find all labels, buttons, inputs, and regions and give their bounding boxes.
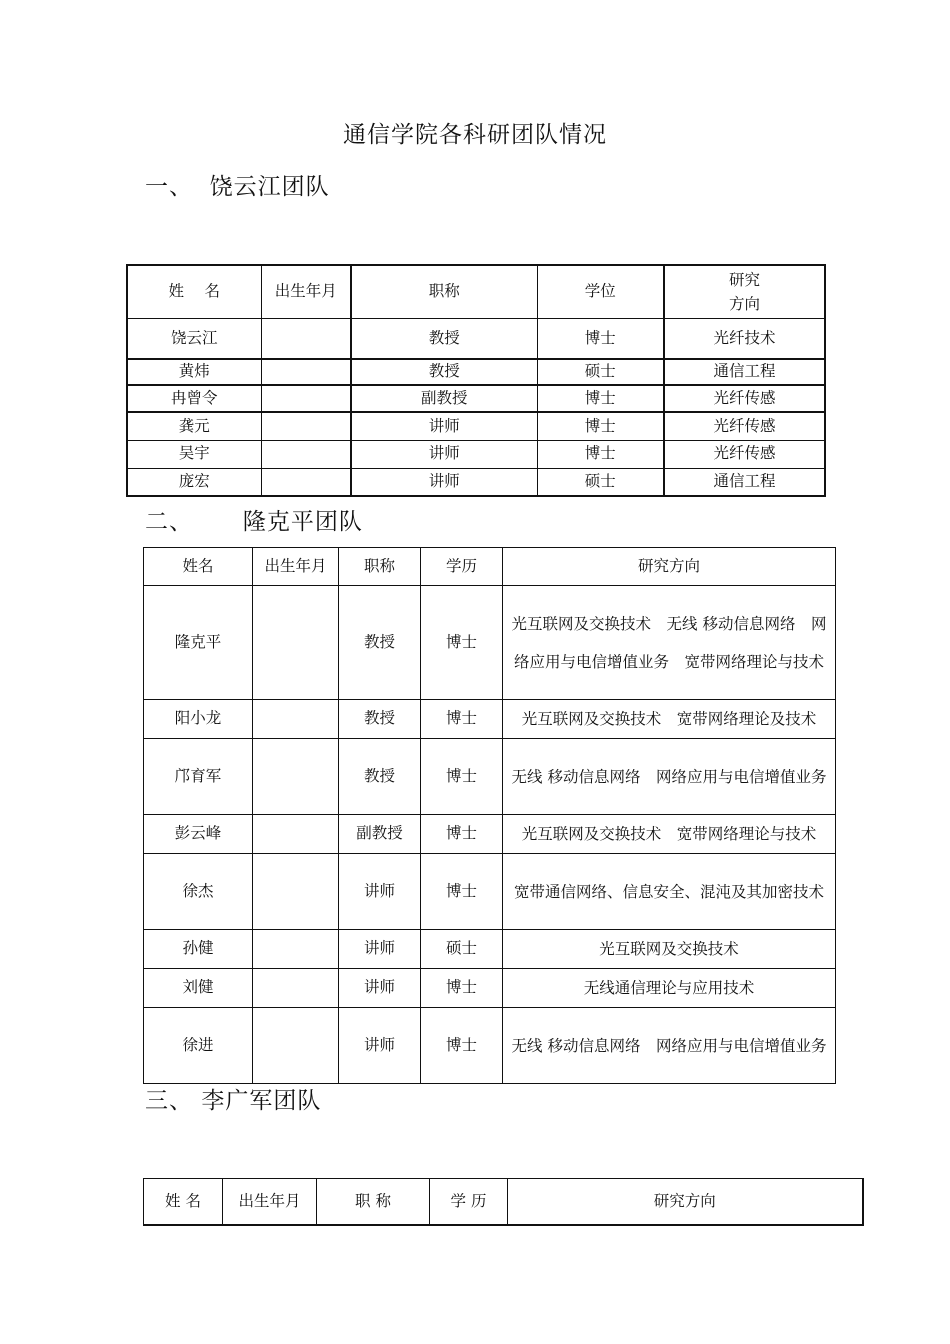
section-heading-3 xyxy=(145,1082,321,1115)
cell: 博士 xyxy=(421,854,503,930)
cell xyxy=(261,468,351,496)
header-cell: 研究方向 xyxy=(508,1179,863,1225)
cell: 博士 xyxy=(421,1008,503,1084)
header-text: 方向 xyxy=(728,294,760,313)
cell: 黄炜 xyxy=(127,359,261,385)
cell: 光互联网及交换技术 宽带网络理论及技术 xyxy=(503,700,836,739)
cell: 光互联网及交换技术 xyxy=(503,930,836,969)
header-cell: 姓名 xyxy=(144,548,253,586)
header-cell: 出生年月 xyxy=(261,265,351,318)
cell: 副教授 xyxy=(351,385,537,412)
cell: 龚元 xyxy=(127,412,261,440)
table-row xyxy=(144,815,836,854)
cell: 讲师 xyxy=(339,1008,421,1084)
table-row xyxy=(144,854,836,930)
cell: 无线 移动信息网络 网络应用与电信增值业务 xyxy=(503,739,836,815)
cell: 硕士 xyxy=(421,930,503,969)
header-text: 研究 xyxy=(728,270,760,289)
header-cell: 姓 名 xyxy=(127,265,261,318)
table-row xyxy=(144,586,836,700)
table-row xyxy=(144,1008,836,1084)
cell xyxy=(253,586,339,700)
cell: 光纤传感 xyxy=(664,412,825,440)
cell: 刘健 xyxy=(144,969,253,1008)
cell xyxy=(253,969,339,1008)
cell: 庞宏 xyxy=(127,468,261,496)
cell: 通信工程 xyxy=(664,359,825,385)
cell: 宽带通信网络、信息安全、混沌及其加密技术 xyxy=(503,854,836,930)
cell: 饶云江 xyxy=(127,318,261,359)
section-heading-1 xyxy=(145,168,330,201)
cell: 教授 xyxy=(339,739,421,815)
cell xyxy=(261,318,351,359)
section-number: 一、 xyxy=(145,174,193,200)
cell: 硕士 xyxy=(537,468,664,496)
cell: 冉曾令 xyxy=(127,385,261,412)
cell: 彭云峰 xyxy=(144,815,253,854)
cell xyxy=(261,385,351,412)
section-name: 饶云江团队 xyxy=(209,174,330,200)
cell: 光纤技术 xyxy=(664,318,825,359)
cell: 博士 xyxy=(537,440,664,468)
table-row xyxy=(127,359,825,385)
header-cell: 学历 xyxy=(421,548,503,586)
cell: 博士 xyxy=(421,815,503,854)
cell: 讲师 xyxy=(339,969,421,1008)
table-row xyxy=(127,468,825,496)
cell: 讲师 xyxy=(351,468,537,496)
cell xyxy=(253,1008,339,1084)
cell: 隆克平 xyxy=(144,586,253,700)
cell: 博士 xyxy=(537,318,664,359)
cell: 硕士 xyxy=(537,359,664,385)
header-cell: 研究方向 xyxy=(503,548,836,586)
table-row xyxy=(127,318,825,359)
cell: 教授 xyxy=(339,700,421,739)
cell: 无线通信理论与应用技术 xyxy=(503,969,836,1008)
header-cell: 学 历 xyxy=(430,1179,508,1225)
cell: 光纤传感 xyxy=(664,385,825,412)
section-heading-2 xyxy=(145,503,363,536)
cell xyxy=(253,700,339,739)
table-row xyxy=(127,385,825,412)
cell: 博士 xyxy=(421,969,503,1008)
cell xyxy=(253,815,339,854)
cell: 讲师 xyxy=(351,440,537,468)
cell: 副教授 xyxy=(339,815,421,854)
team1-table xyxy=(126,264,826,497)
cell: 徐进 xyxy=(144,1008,253,1084)
table-row xyxy=(144,739,836,815)
table-header-row xyxy=(144,1179,863,1225)
team3-table xyxy=(143,1178,864,1226)
table-header-row xyxy=(144,548,836,586)
cell: 博士 xyxy=(421,739,503,815)
cell: 教授 xyxy=(351,359,537,385)
cell xyxy=(261,412,351,440)
table-row xyxy=(144,930,836,969)
table-row xyxy=(127,412,825,440)
cell: 邝育军 xyxy=(144,739,253,815)
cell: 博士 xyxy=(537,412,664,440)
header-cell: 职称 xyxy=(339,548,421,586)
header-cell: 职 称 xyxy=(317,1179,430,1225)
cell: 教授 xyxy=(351,318,537,359)
cell xyxy=(253,930,339,969)
cell: 教授 xyxy=(339,586,421,700)
cell: 阳小龙 xyxy=(144,700,253,739)
cell: 光纤传感 xyxy=(664,440,825,468)
cell xyxy=(253,854,339,930)
section-name: 隆克平团队 xyxy=(242,509,363,535)
table-row xyxy=(144,700,836,739)
cell: 徐杰 xyxy=(144,854,253,930)
cell: 博士 xyxy=(537,385,664,412)
table-header-row xyxy=(127,265,825,318)
header-cell: 出生年月 xyxy=(253,548,339,586)
cell: 通信工程 xyxy=(664,468,825,496)
page-title: 通信学院各科研团队情况 xyxy=(343,122,607,148)
header-cell xyxy=(664,265,825,318)
header-cell: 出生年月 xyxy=(223,1179,317,1225)
cell: 光互联网及交换技术 宽带网络理论与技术 xyxy=(503,815,836,854)
cell: 讲师 xyxy=(351,412,537,440)
cell: 讲师 xyxy=(339,930,421,969)
cell xyxy=(253,739,339,815)
cell: 无线 移动信息网络 网络应用与电信增值业务 xyxy=(503,1008,836,1084)
section-number: 二、 xyxy=(145,509,193,535)
cell: 吴宇 xyxy=(127,440,261,468)
table-row xyxy=(127,440,825,468)
table-row xyxy=(144,969,836,1008)
cell: 博士 xyxy=(421,586,503,700)
section-name: 李广军团队 xyxy=(201,1088,322,1114)
team2-table xyxy=(143,547,836,1084)
cell xyxy=(261,359,351,385)
cell: 讲师 xyxy=(339,854,421,930)
cell: 孙健 xyxy=(144,930,253,969)
cell xyxy=(261,440,351,468)
header-cell: 职称 xyxy=(351,265,537,318)
section-number: 三、 xyxy=(145,1088,193,1114)
header-cell: 姓 名 xyxy=(144,1179,223,1225)
cell: 光互联网及交换技术 无线 移动信息网络 网络应用与电信增值业务 宽带网络理论与技术 xyxy=(503,586,836,700)
header-cell: 学位 xyxy=(537,265,664,318)
cell: 博士 xyxy=(421,700,503,739)
